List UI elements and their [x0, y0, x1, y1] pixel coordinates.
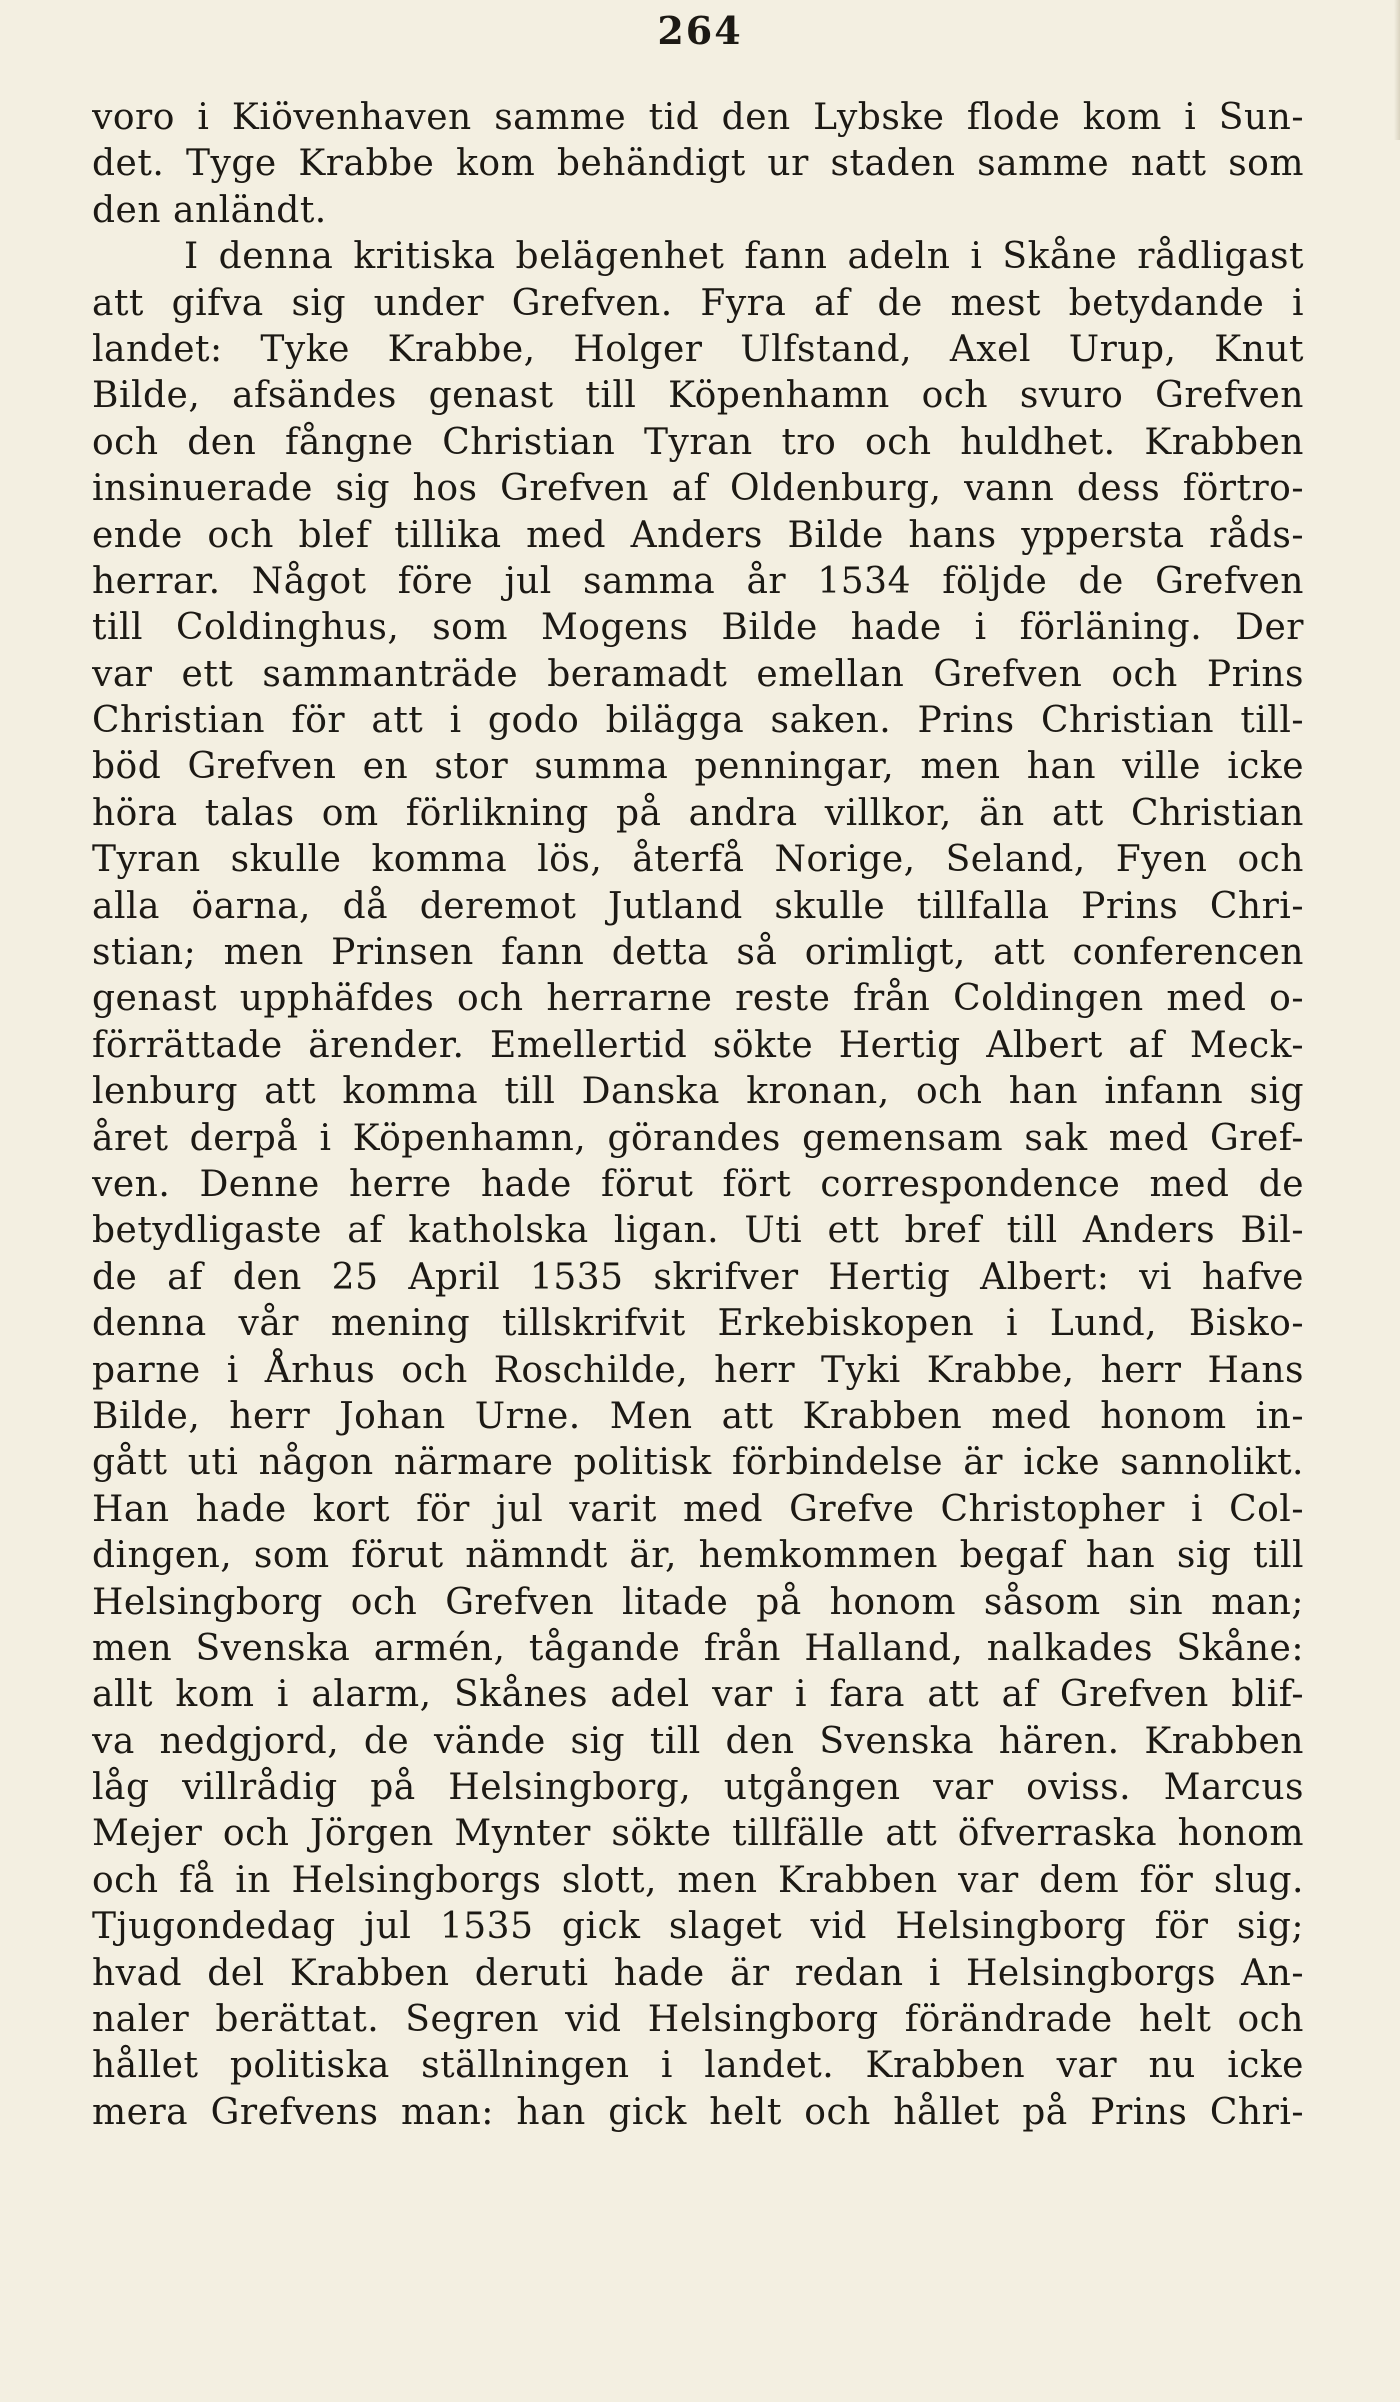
text-line: det. Tyge Krabbe kom behändigt ur staden samme natt som — [92, 143, 1304, 185]
text-line: ven. Denne herre hade förut fört correspondence med de — [92, 1163, 1304, 1205]
text-line: betydligaste af katholska ligan. Uti ett bref till Anders Bil- — [92, 1210, 1304, 1252]
text-line: dingen, som förut nämndt är, hemkommen begaf han sig till — [92, 1535, 1304, 1577]
text-line: ende och blef tillika med Anders Bilde hans yppersta råds- — [92, 514, 1304, 556]
text-line: hållet politiska ställningen i landet. Krabben var nu icke — [92, 2045, 1304, 2087]
text-line: men Svenska armén, tågande från Halland, nalkades Skåne: — [92, 1627, 1304, 1669]
text-line: Mejer och Jörgen Mynter sökte tillfälle att öfverraska honom — [92, 1813, 1304, 1855]
text-line: lenburg att komma till Danska kronan, och han infann sig — [92, 1071, 1304, 1113]
text-line: mera Grefvens man: han gick helt och hållet på Prins Chri- — [92, 2091, 1304, 2133]
text-line: var ett sammanträde beramadt emellan Grefven och Prins — [92, 653, 1304, 695]
text-line: Christian för att i godo bilägga saken. Prins Christian till- — [92, 700, 1304, 742]
text-line: va nedgjord, de vände sig till den Svenska hären. Krabben — [92, 1720, 1304, 1762]
text-line: de af den 25 April 1535 skrifver Hertig Albert: vi hafve — [92, 1256, 1304, 1298]
text-line: Bilde, herr Johan Urne. Men att Krabben med honom in- — [92, 1395, 1304, 1437]
text-line: året derpå i Köpenhamn, görandes gemensam sak med Gref- — [92, 1117, 1304, 1159]
text-line: Tyran skulle komma lös, återfå Norige, Seland, Fyen och — [92, 839, 1304, 881]
text-line: herrar. Något före jul samma år 1534 följde de Grefven — [92, 560, 1304, 602]
text-line: att gifva sig under Grefven. Fyra af de mest betydande i — [92, 282, 1304, 324]
text-line: och få in Helsingborgs slott, men Krabben var dem för slug. — [92, 1859, 1304, 1901]
text-line: Han hade kort för jul varit med Grefve Christopher i Col- — [92, 1488, 1304, 1530]
text-line: allt kom i alarm, Skånes adel var i fara att af Grefven blif- — [92, 1674, 1304, 1716]
text-line: och den fångne Christian Tyran tro och huldhet. Krabben — [92, 421, 1304, 463]
text-line: Tjugondedag jul 1535 gick slaget vid Helsingborg för sig; — [92, 1906, 1304, 1948]
text-line: böd Grefven en stor summa penningar, men han ville icke — [92, 746, 1304, 788]
text-line: den anländt. — [92, 189, 327, 231]
text-line: låg villrådig på Helsingborg, utgången var oviss. Marcus — [92, 1767, 1304, 1809]
text-line: till Coldinghus, som Mogens Bilde hade i förläning. Der — [92, 607, 1304, 649]
text-line: genast upphäfdes och herrarne reste från Coldingen med o- — [92, 978, 1304, 1020]
text-line: I denna kritiska belägenhet fann adeln i Skåne rådligast — [184, 236, 1304, 278]
text-line: Helsingborg och Grefven litade på honom såsom sin man; — [92, 1581, 1304, 1623]
body-text — [92, 95, 1304, 2136]
text-line: förrättade ärender. Emellertid sökte Hertig Albert af Meck- — [92, 1024, 1304, 1066]
text-line: landet: Tyke Krabbe, Holger Ulfstand, Axel Urup, Knut — [92, 328, 1304, 370]
text-line: insinuerade sig hos Grefven af Oldenburg, vann dess förtro- — [92, 468, 1304, 510]
text-line: naler berättat. Segren vid Helsingborg förändrade helt och — [92, 1999, 1304, 2041]
text-line: Bilde, afsändes genast till Köpenhamn och svuro Grefven — [92, 375, 1304, 417]
page-number: 264 — [657, 8, 743, 53]
text-line: höra talas om förlikning på andra villkor, än att Christian — [92, 792, 1304, 834]
text-line: parne i Århus och Roschilde, herr Tyki Krabbe, herr Hans — [92, 1349, 1304, 1391]
text-line: denna vår mening tillskrifvit Erkebiskopen i Lund, Bisko- — [92, 1303, 1304, 1345]
text-line: hvad del Krabben deruti hade är redan i Helsingborgs An- — [92, 1952, 1304, 1994]
text-line: alla öarna, då deremot Jutland skulle tillfalla Prins Chri- — [92, 885, 1304, 927]
text-line: stian; men Prinsen fann detta så orimligt, att conferencen — [92, 932, 1304, 974]
text-line: gått uti någon närmare politisk förbindelse är icke sannolikt. — [92, 1442, 1304, 1484]
text-line: voro i Kiövenhaven samme tid den Lybske flode kom i Sun- — [92, 97, 1304, 138]
